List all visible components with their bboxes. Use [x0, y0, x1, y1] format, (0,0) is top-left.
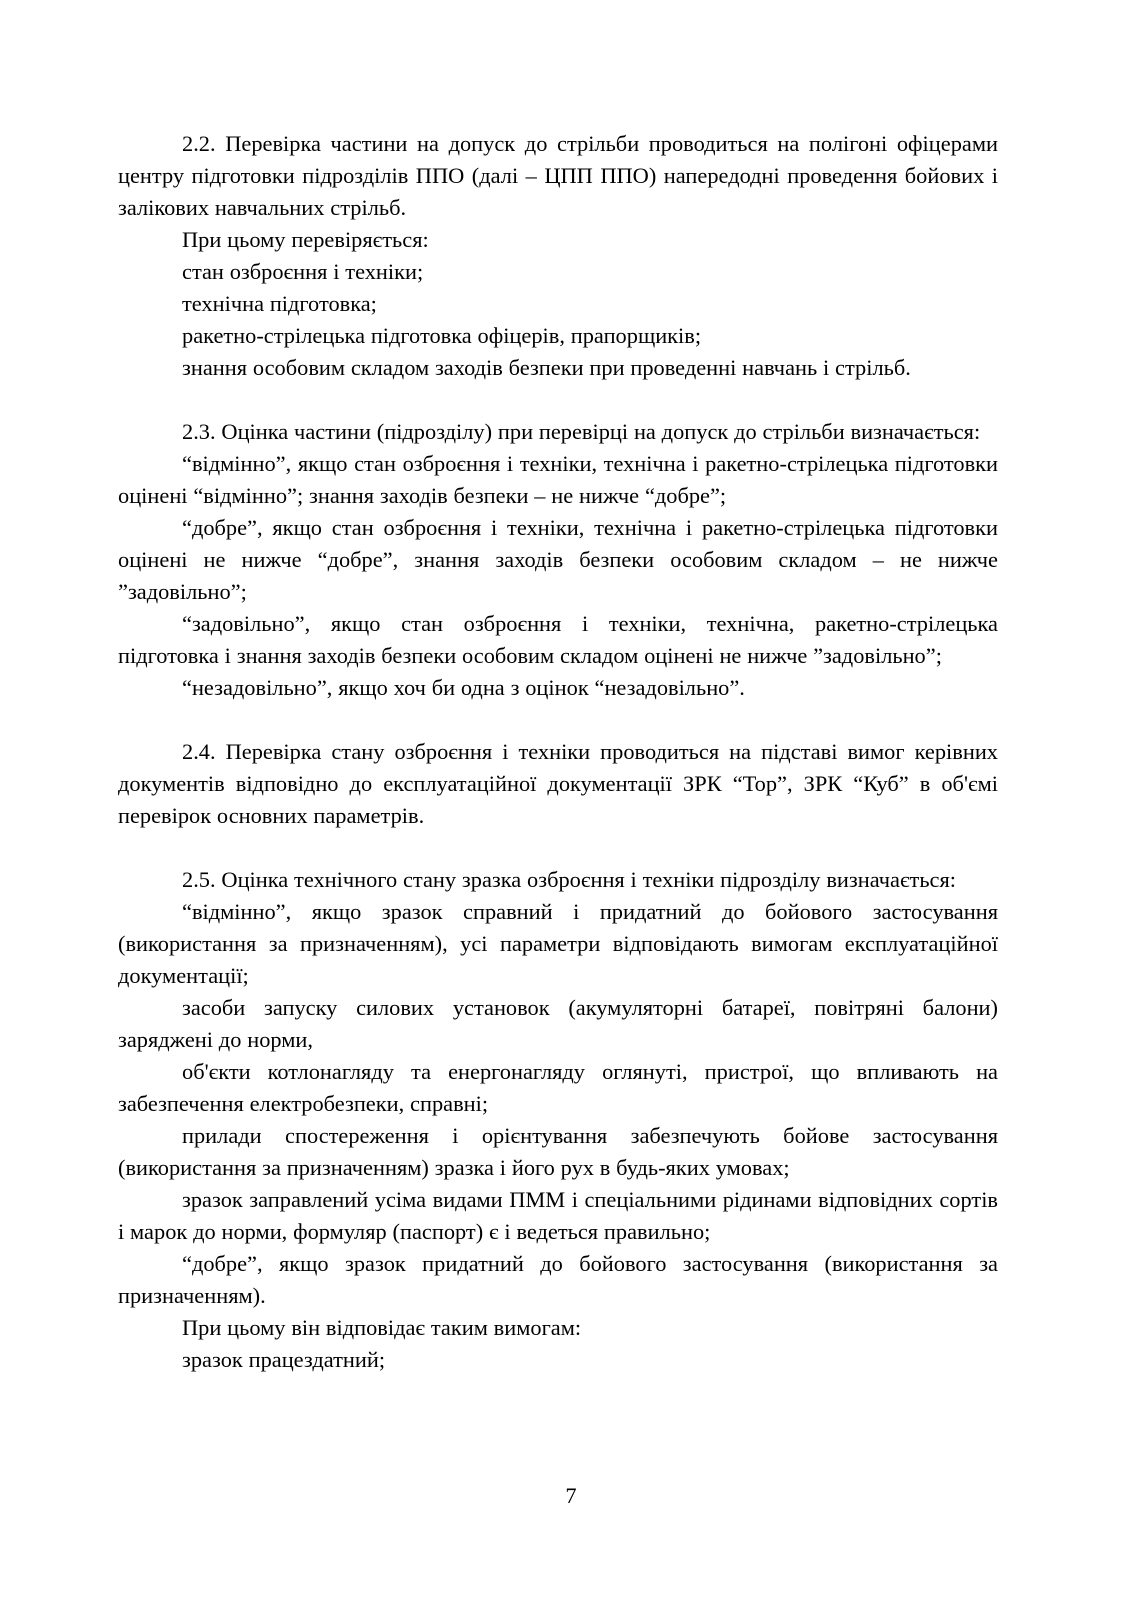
paragraph-sample-operable: зразок працездатний; [182, 1347, 386, 1372]
paragraph-clause-2-3: 2.3. Оцінка частини (підрозділу) при перевірці на допуск до стрільби визначається: [182, 419, 981, 444]
paragraph-sample-good-requirements-intro: При цьому він відповідає таким вимогам: [182, 1315, 582, 1340]
paragraph-sample-starting-means: засоби запуску силових установок (акумуляторні батареї, повітряні балони) заряджені до норми, [118, 995, 998, 1052]
paragraph-sample-fuel-filled: зразок заправлений усіма видами ПММ і спеціальними рідинами відповідних сортів і марок до норми, формуляр (паспорт) є і ведеться правильно; [118, 1187, 998, 1244]
paragraph-clause-2-5: 2.5. Оцінка технічного стану зразка озброєння і техніки підрозділу визначається: [182, 867, 957, 892]
paragraph-sample-observation-devices: прилади спостереження і орієнтування забезпечують бойове застосування (використання за призначенням) зразка і його рух в будь-яких умовах; [118, 1123, 998, 1180]
paragraph-sample-boiler-supervision: об'єкти котлонагляду та енергонагляду оглянуті, пристрої, що впливають на забезпечення електробезпеки, справні; [118, 1059, 998, 1116]
paragraph-intro-checked: При цьому перевіряється: [182, 227, 429, 252]
paragraph-grade-good: “добре”, якщо стан озброєння і техніки, технічна і ракетно-стрілецька підготовки оцінені не нижче “добре”, знання заходів безпеки особовим складом – не нижче ”задовільно”; [118, 515, 998, 604]
clause-separator [118, 384, 998, 416]
clause-separator [118, 832, 998, 864]
paragraph-item-technical-training: технічна підготовка; [182, 291, 377, 316]
paragraph-grade-satisfactory: “задовільно”, якщо стан озброєння і техніки, технічна, ракетно-стрілецька підготовка і знання заходів безпеки особовим складом оцінені не нижче ”задовільно”; [118, 611, 998, 668]
paragraph-sample-good: “добре”, якщо зразок придатний до бойового застосування (використання за призначенням). [118, 1251, 998, 1308]
document-text-column [118, 128, 998, 1376]
paragraph-grade-excellent: “відмінно”, якщо стан озброєння і техніки, технічна і ракетно-стрілецька підготовки оцінені “відмінно”; знання заходів безпеки – не нижче “добре”; [118, 451, 998, 508]
paragraph-item-safety-knowledge: знання особовим складом заходів безпеки при проведенні навчань і стрільб. [182, 355, 911, 380]
paragraph-item-missile-shooting-training: ракетно-стрілецька підготовка офіцерів, прапорщиків; [182, 323, 702, 348]
paragraph-clause-2-4: 2.4. Перевірка стану озброєння і техніки проводиться на підставі вимог керівних документів відповідно до експлуатаційної документації ЗРК “Тор”, ЗРК “Куб” в об'ємі перевірок основних параметрів. [118, 739, 998, 828]
page-number: 7 [565, 1483, 577, 1508]
paragraph-item-armament-state: стан озброєння і техніки; [182, 259, 424, 284]
clause-separator [118, 704, 998, 736]
paragraph-clause-2-2: 2.2. Перевірка частини на допуск до стрільби проводиться на полігоні офіцерами центру підготовки підрозділів ППО (далі – ЦПП ППО) напередодні проведення бойових і залікових навчальних стрільб. [118, 131, 998, 220]
paragraph-sample-excellent: “відмінно”, якщо зразок справний і придатний до бойового застосування (використання за призначенням), усі параметри відповідають вимогам експлуатаційної документації; [118, 899, 998, 988]
paragraph-grade-unsatisfactory: “незадовільно”, якщо хоч би одна з оцінок “незадовільно”. [182, 675, 745, 700]
